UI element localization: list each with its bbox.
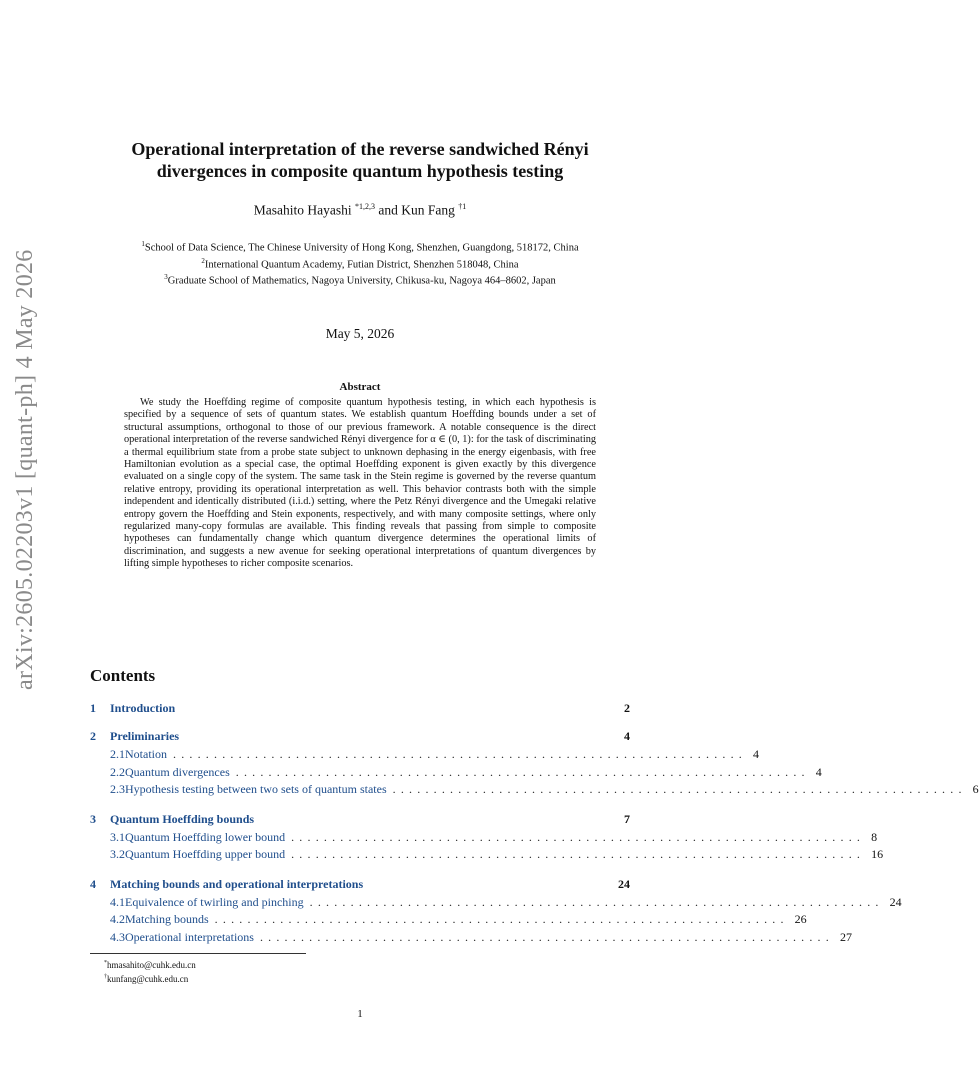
toc-subsection-entry[interactable] <box>90 764 822 783</box>
toc-section-number: 2 <box>90 729 96 743</box>
contents-heading: Contents <box>90 666 156 685</box>
toc-subsection-number: 3.2 <box>110 847 125 861</box>
toc-section-entry[interactable] <box>90 729 630 745</box>
toc-subsection-entry[interactable] <box>90 847 884 865</box>
table-of-contents <box>90 701 979 959</box>
affiliation-text: School of Data Science, The Chinese University of Hong Kong, Shenzhen, Guangdong, 518172, China <box>144 242 579 254</box>
toc-subsection-number: 4.1 <box>110 894 125 909</box>
footnote <box>104 971 196 985</box>
affiliation <box>100 271 620 288</box>
toc-dot-leader: ...................................................................... <box>392 782 967 796</box>
toc-page-number: 6 <box>972 782 979 796</box>
toc-section-group <box>90 701 630 717</box>
abstract-heading: Abstract <box>339 381 381 393</box>
paper-title: Operational interpretation of the reverse sandwiched Rényi divergences in composite quantum hypothesis testing <box>131 139 589 181</box>
toc-section-number: 4 <box>90 876 96 891</box>
toc-section-title[interactable]: Quantum Hoeffding bounds <box>110 811 255 826</box>
toc-section-entry[interactable] <box>90 877 630 893</box>
toc-page-number: 4 <box>753 747 759 761</box>
toc-subsection-entry[interactable] <box>90 829 878 848</box>
footnote-mark: * <box>104 960 107 966</box>
affiliation-mark: 3 <box>164 273 168 281</box>
toc-section-group <box>90 876 902 948</box>
affiliation-text: International Quantum Academy, Futian District, Shenzhen 518048, China <box>204 259 519 270</box>
footnote-mark: † <box>104 974 107 980</box>
footnote-divider <box>90 953 306 954</box>
toc-dot-leader: ...................................................................... <box>291 847 866 861</box>
toc-subsection-entry[interactable] <box>90 912 807 930</box>
toc-subsection-title[interactable]: Notation <box>125 747 167 761</box>
affiliation-mark: 2 <box>201 256 205 265</box>
toc-page-number: 4 <box>815 764 822 779</box>
toc-subsection-number: 2.1 <box>110 747 125 761</box>
toc-dot-leader: ...................................................................... <box>173 747 747 761</box>
toc-section-entry[interactable] <box>90 812 630 828</box>
toc-section-title[interactable]: Matching bounds and operational interpretations <box>110 876 364 891</box>
toc-subsection-entry[interactable] <box>90 782 979 800</box>
affiliation-text: Graduate School of Mathematics, Nagoya University, Chikusa-ku, Nagoya 464–8602, Japan <box>167 275 556 287</box>
abstract-text: We study the Hoeffding regime of composite quantum hypothesis testing, in which each hypothesis is specified by a sequence of sets of quantum states. We establish quantum Hoeffding bounds under a set of structural assumptions, orthogonal to those of our previous framework. A notable consequence is the direct operational interpretation of the reverse sandwiched Rényi divergence for α ∈ (0, 1): for the task of discriminating a thermal equilibrium state from a probe state subject to unknown dephasing in the energy eigenbasis, with free Hamiltonian evolution as a special case, the optimal Hoeffding exponent is given exactly by this divergence evaluated on a single copy of the system. The same task in the Stein regime is governed by the reverse quantum relative entropy, providing its operational interpretation as well. This behavior contrasts both with the simple independent and identically distributed (i.i.d.) setting, where the Petz Rényi divergence and the Umegaki relative entropy govern the Hoeffding and Stein exponents, respectively, and with many composite settings, where only regularized many-copy formulas are available. This finding reveals that passing from simple to composite hypotheses can fundamentally change which quantum divergence determines the operational limits of discrimination, and suggests a new avenue for seeking operational interpretations of quantum divergences by lifting simple hypotheses to richer composite scenarios. <box>124 397 596 570</box>
author-name: Masahito Hayashi <box>253 202 352 218</box>
footnote <box>104 957 196 971</box>
author-affiliation-marks: *1,2,3 <box>354 202 375 211</box>
affiliation <box>100 255 620 272</box>
toc-section-group <box>90 811 884 865</box>
affiliations <box>100 238 620 288</box>
toc-section-number: 1 <box>90 701 96 715</box>
toc-page-number: 2 <box>624 701 630 715</box>
toc-page-number: 7 <box>624 811 630 826</box>
toc-subsection-number: 4.3 <box>110 929 125 944</box>
toc-subsection-title[interactable]: Quantum divergences <box>125 764 230 779</box>
toc-subsection-number: 4.2 <box>110 912 125 926</box>
toc-page-number: 8 <box>871 829 878 844</box>
toc-subsection-title[interactable]: Operational interpretations <box>125 929 254 944</box>
toc-section-group <box>90 729 979 800</box>
author-affiliation-marks: †1 <box>458 202 467 211</box>
toc-subsection-title[interactable]: Quantum Hoeffding upper bound <box>125 847 286 861</box>
toc-subsection-number: 3.1 <box>110 829 125 844</box>
toc-subsection-entry[interactable] <box>90 747 759 765</box>
arxiv-identifier-stamp: arXiv:2605.02203v1 [quant-ph] 4 May 2026 <box>12 249 38 690</box>
toc-subsection-title[interactable]: Quantum Hoeffding lower bound <box>125 829 286 844</box>
toc-dot-leader: ...................................................................... <box>259 929 834 944</box>
toc-section-entry[interactable] <box>90 701 630 717</box>
footnotes <box>104 957 196 985</box>
toc-section-number: 3 <box>90 811 96 826</box>
publication-date: May 5, 2026 <box>325 326 395 341</box>
toc-subsection-number: 2.3 <box>110 782 125 796</box>
toc-dot-leader: ...................................................................... <box>291 829 866 844</box>
footnote-email[interactable]: kunfang@cuhk.edu.cn <box>107 974 189 984</box>
page-number: 1 <box>357 1008 363 1020</box>
toc-page-number: 24 <box>889 894 902 909</box>
footnote-email[interactable]: hmasahito@cuhk.edu.cn <box>107 960 196 970</box>
author-name: Kun Fang <box>401 202 455 218</box>
toc-subsection-entry[interactable] <box>90 929 852 948</box>
author-line <box>110 202 610 219</box>
affiliation <box>100 238 620 255</box>
toc-dot-leader: ...................................................................... <box>235 764 810 779</box>
toc-section-title[interactable]: Introduction <box>110 701 176 715</box>
toc-subsection-title[interactable]: Hypothesis testing between two sets of quantum states <box>125 782 387 796</box>
author-conjunction: and <box>378 202 398 218</box>
toc-subsection-title[interactable]: Matching bounds <box>125 912 209 926</box>
toc-page-number: 4 <box>624 729 630 743</box>
toc-subsection-title[interactable]: Equivalence of twirling and pinching <box>125 894 304 909</box>
toc-subsection-number: 2.2 <box>110 764 125 779</box>
toc-page-number: 27 <box>839 929 852 944</box>
toc-page-number: 24 <box>618 876 630 891</box>
toc-section-title[interactable]: Preliminaries <box>110 729 180 743</box>
toc-page-number: 26 <box>794 912 807 926</box>
toc-page-number: 16 <box>871 847 884 861</box>
toc-subsection-entry[interactable] <box>90 894 902 913</box>
toc-dot-leader: ...................................................................... <box>309 894 884 909</box>
toc-dot-leader: ...................................................................... <box>214 912 789 926</box>
affiliation-mark: 1 <box>141 240 145 248</box>
